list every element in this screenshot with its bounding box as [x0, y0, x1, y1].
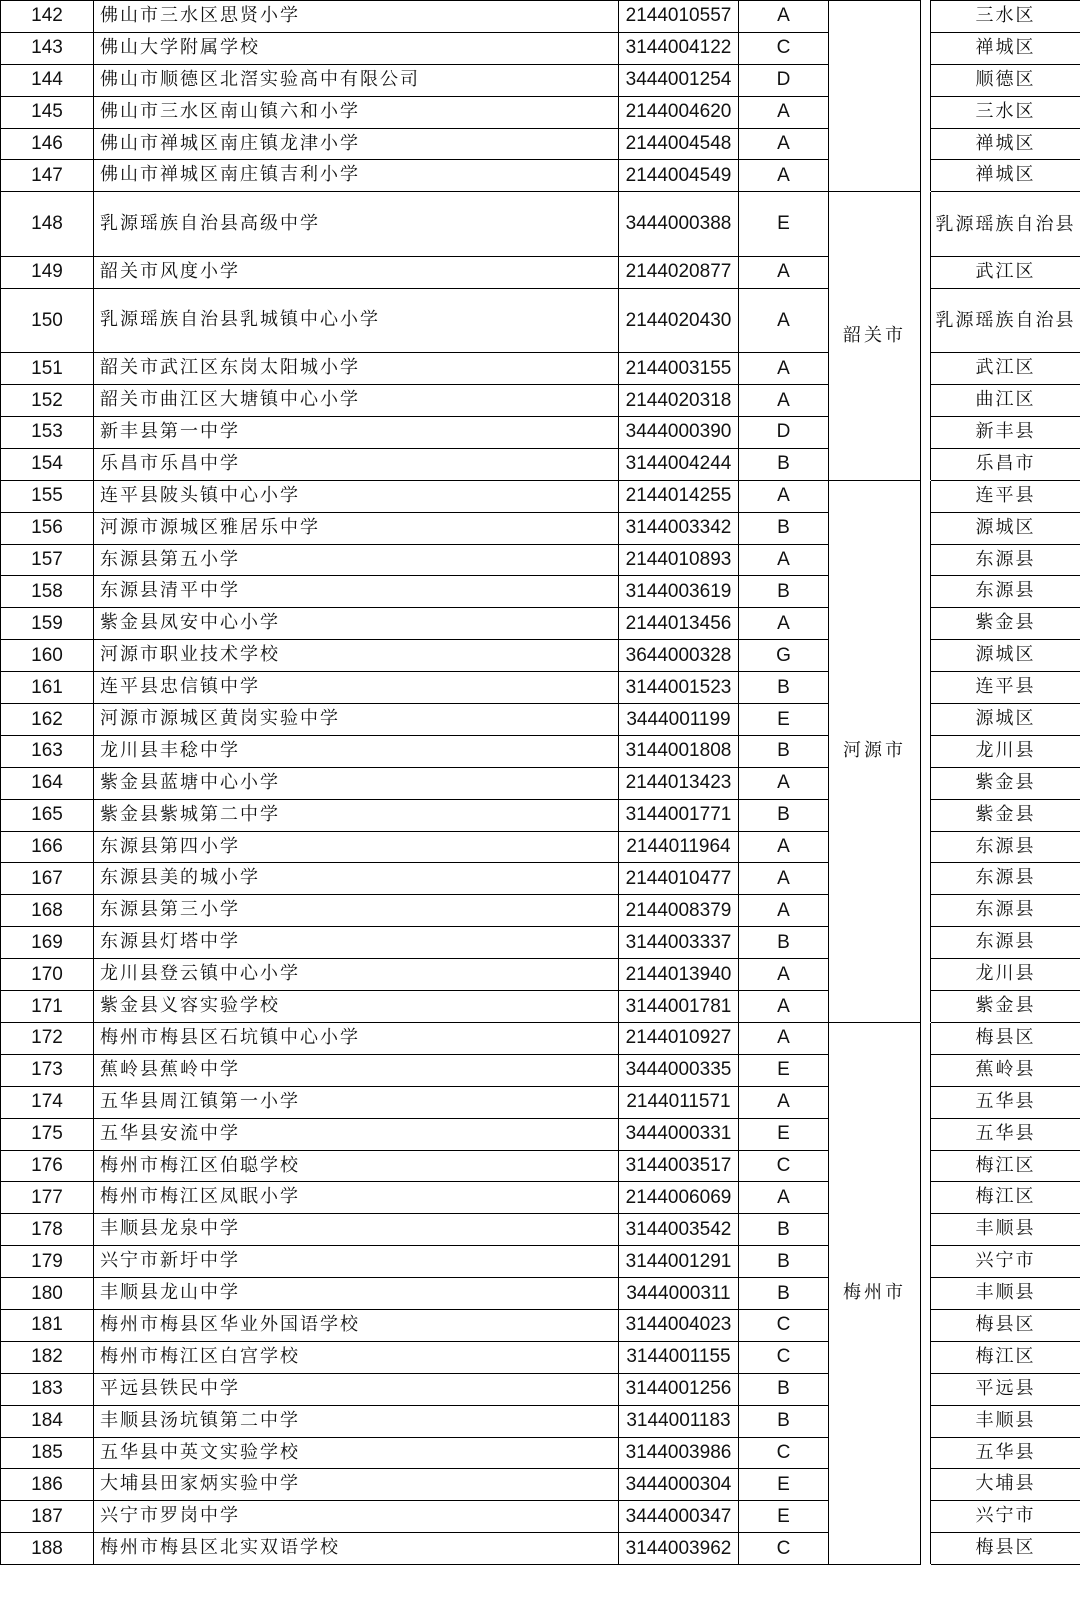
row-number-cell: 164 — [1, 767, 94, 799]
row-number-cell: 177 — [1, 1182, 94, 1214]
city-cell: 河源市 — [829, 480, 921, 1022]
row-number-cell: 154 — [1, 448, 94, 480]
category-cell: E — [739, 192, 829, 257]
category-cell: A — [739, 991, 829, 1023]
category-cell: C — [739, 1309, 829, 1341]
row-number-cell: 181 — [1, 1309, 94, 1341]
row-number-cell: 187 — [1, 1501, 94, 1533]
row-number-cell: 150 — [1, 288, 94, 353]
category-cell: A — [739, 353, 829, 385]
school-name-cell: 紫金县蓝塘中心小学 — [94, 767, 619, 799]
city-cell: 韶关市 — [829, 192, 921, 480]
district-cell: 紫金县 — [931, 799, 1080, 831]
district-cell: 东源县 — [931, 576, 1080, 608]
school-name-cell: 连平县忠信镇中学 — [94, 672, 619, 704]
row-number-cell: 185 — [1, 1437, 94, 1469]
category-cell: B — [739, 1246, 829, 1278]
row-number-cell: 165 — [1, 799, 94, 831]
category-cell: A — [739, 128, 829, 160]
school-name-cell: 东源县美的城小学 — [94, 863, 619, 895]
school-code-cell: 2144010927 — [619, 1022, 739, 1054]
row-number-cell: 175 — [1, 1118, 94, 1150]
school-name-cell: 连平县陂头镇中心小学 — [94, 480, 619, 512]
school-code-cell: 3444000388 — [619, 192, 739, 257]
district-cell: 源城区 — [931, 704, 1080, 736]
category-cell: A — [739, 895, 829, 927]
column-gap — [921, 480, 931, 1022]
category-cell: A — [739, 385, 829, 417]
district-cell: 五华县 — [931, 1118, 1080, 1150]
row-number-cell: 158 — [1, 576, 94, 608]
school-name-cell: 梅州市梅县区石坑镇中心小学 — [94, 1022, 619, 1054]
district-cell: 武江区 — [931, 256, 1080, 288]
city-cell — [829, 1, 921, 192]
district-cell: 龙川县 — [931, 735, 1080, 767]
school-name-cell: 乐昌市乐昌中学 — [94, 448, 619, 480]
row-number-cell: 152 — [1, 385, 94, 417]
school-name-cell: 蕉岭县蕉岭中学 — [94, 1054, 619, 1086]
row-number-cell: 183 — [1, 1373, 94, 1405]
row-number-cell: 184 — [1, 1405, 94, 1437]
row-number-cell: 147 — [1, 160, 94, 192]
school-code-cell: 2144020430 — [619, 288, 739, 353]
category-cell: C — [739, 1533, 829, 1565]
category-cell: A — [739, 767, 829, 799]
school-name-cell: 平远县铁民中学 — [94, 1373, 619, 1405]
school-name-cell: 五华县安流中学 — [94, 1118, 619, 1150]
school-code-cell: 2144014255 — [619, 480, 739, 512]
district-cell: 三水区 — [931, 1, 1080, 33]
district-cell: 新丰县 — [931, 417, 1080, 449]
school-code-cell: 2144004549 — [619, 160, 739, 192]
district-cell: 蕉岭县 — [931, 1054, 1080, 1086]
district-cell: 大埔县 — [931, 1469, 1080, 1501]
school-code-cell: 2144013423 — [619, 767, 739, 799]
school-code-cell: 2144006069 — [619, 1182, 739, 1214]
school-name-cell: 丰顺县汤坑镇第二中学 — [94, 1405, 619, 1437]
district-cell: 禅城区 — [931, 32, 1080, 64]
row-number-cell: 161 — [1, 672, 94, 704]
school-name-cell: 梅州市梅江区白宫学校 — [94, 1341, 619, 1373]
district-cell: 平远县 — [931, 1373, 1080, 1405]
district-cell: 顺德区 — [931, 64, 1080, 96]
row-number-cell: 155 — [1, 480, 94, 512]
category-cell: B — [739, 1214, 829, 1246]
school-name-cell: 佛山市三水区思贤小学 — [94, 1, 619, 33]
school-code-cell: 3144003962 — [619, 1533, 739, 1565]
school-code-cell: 2144004548 — [619, 128, 739, 160]
school-name-cell: 东源县第四小学 — [94, 831, 619, 863]
category-cell: C — [739, 1437, 829, 1469]
school-code-cell: 3144004244 — [619, 448, 739, 480]
row-number-cell: 149 — [1, 256, 94, 288]
school-name-cell: 佛山市禅城区南庄镇龙津小学 — [94, 128, 619, 160]
category-cell: B — [739, 735, 829, 767]
row-number-cell: 173 — [1, 1054, 94, 1086]
school-code-cell: 3144001291 — [619, 1246, 739, 1278]
district-cell: 连平县 — [931, 672, 1080, 704]
row-number-cell: 145 — [1, 96, 94, 128]
school-code-cell: 3144003517 — [619, 1150, 739, 1182]
category-cell: B — [739, 512, 829, 544]
school-code-cell: 3144004122 — [619, 32, 739, 64]
school-code-cell: 3144003342 — [619, 512, 739, 544]
district-cell: 乳源瑶族自治县 — [931, 192, 1080, 257]
district-cell: 紫金县 — [931, 608, 1080, 640]
school-code-cell: 3644000328 — [619, 640, 739, 672]
school-code-cell: 2144011964 — [619, 831, 739, 863]
school-name-cell: 韶关市风度小学 — [94, 256, 619, 288]
school-code-cell: 3144003337 — [619, 927, 739, 959]
row-number-cell: 156 — [1, 512, 94, 544]
school-code-cell: 3144001523 — [619, 672, 739, 704]
category-cell: E — [739, 1469, 829, 1501]
school-name-cell: 紫金县义容实验学校 — [94, 991, 619, 1023]
district-cell: 东源县 — [931, 927, 1080, 959]
row-number-cell: 171 — [1, 991, 94, 1023]
school-name-cell: 梅州市梅江区凤眠小学 — [94, 1182, 619, 1214]
school-code-cell: 3144003542 — [619, 1214, 739, 1246]
category-cell: A — [739, 256, 829, 288]
school-code-cell: 2144004620 — [619, 96, 739, 128]
school-code-cell: 2144003155 — [619, 353, 739, 385]
school-name-cell: 丰顺县龙山中学 — [94, 1278, 619, 1310]
category-cell: C — [739, 32, 829, 64]
category-cell: A — [739, 480, 829, 512]
district-cell: 乐昌市 — [931, 448, 1080, 480]
row-number-cell: 148 — [1, 192, 94, 257]
district-cell: 连平县 — [931, 480, 1080, 512]
district-cell: 源城区 — [931, 640, 1080, 672]
district-cell: 东源县 — [931, 831, 1080, 863]
school-name-cell: 五华县中英文实验学校 — [94, 1437, 619, 1469]
row-number-cell: 159 — [1, 608, 94, 640]
row-number-cell: 182 — [1, 1341, 94, 1373]
school-name-cell: 河源市源城区黄岗实验中学 — [94, 704, 619, 736]
row-number-cell: 146 — [1, 128, 94, 160]
category-cell: A — [739, 863, 829, 895]
column-gap — [921, 192, 931, 480]
row-number-cell: 167 — [1, 863, 94, 895]
school-code-cell: 3144001155 — [619, 1341, 739, 1373]
district-cell: 梅县区 — [931, 1309, 1080, 1341]
row-number-cell: 144 — [1, 64, 94, 96]
school-name-cell: 乳源瑶族自治县高级中学 — [94, 192, 619, 257]
school-name-cell: 兴宁市新圩中学 — [94, 1246, 619, 1278]
school-name-cell: 龙川县丰稔中学 — [94, 735, 619, 767]
category-cell: G — [739, 640, 829, 672]
category-cell: E — [739, 1501, 829, 1533]
row-number-cell: 163 — [1, 735, 94, 767]
category-cell: B — [739, 1373, 829, 1405]
category-cell: B — [739, 672, 829, 704]
row-number-cell: 176 — [1, 1150, 94, 1182]
school-code-cell: 3144001781 — [619, 991, 739, 1023]
school-code-cell: 2144010557 — [619, 1, 739, 33]
school-name-cell: 佛山大学附属学校 — [94, 32, 619, 64]
category-cell: B — [739, 1278, 829, 1310]
district-cell: 紫金县 — [931, 991, 1080, 1023]
school-code-cell: 2144013940 — [619, 959, 739, 991]
school-code-cell: 3444001254 — [619, 64, 739, 96]
table-row — [1, 1022, 1080, 1054]
school-name-cell: 紫金县凤安中心小学 — [94, 608, 619, 640]
school-name-cell: 五华县周江镇第一小学 — [94, 1086, 619, 1118]
district-cell: 梅江区 — [931, 1341, 1080, 1373]
table-row — [1, 192, 1080, 257]
row-number-cell: 143 — [1, 32, 94, 64]
school-code-cell: 3444000390 — [619, 417, 739, 449]
school-code-cell: 3144001256 — [619, 1373, 739, 1405]
category-cell: B — [739, 1405, 829, 1437]
school-name-cell: 大埔县田家炳实验中学 — [94, 1469, 619, 1501]
row-number-cell: 186 — [1, 1469, 94, 1501]
school-name-cell: 佛山市禅城区南庄镇吉利小学 — [94, 160, 619, 192]
category-cell: A — [739, 1086, 829, 1118]
school-name-cell: 韶关市曲江区大塘镇中心小学 — [94, 385, 619, 417]
school-code-cell: 3444000311 — [619, 1278, 739, 1310]
district-cell: 东源县 — [931, 863, 1080, 895]
category-cell: E — [739, 704, 829, 736]
school-list-body — [1, 1, 1080, 1565]
district-cell: 武江区 — [931, 353, 1080, 385]
school-code-cell: 2144020318 — [619, 385, 739, 417]
row-number-cell: 170 — [1, 959, 94, 991]
school-code-cell: 3144003619 — [619, 576, 739, 608]
district-cell: 源城区 — [931, 512, 1080, 544]
school-code-cell: 2144013456 — [619, 608, 739, 640]
school-name-cell: 东源县灯塔中学 — [94, 927, 619, 959]
district-cell: 龙川县 — [931, 959, 1080, 991]
school-name-cell: 乳源瑶族自治县乳城镇中心小学 — [94, 288, 619, 353]
school-name-cell: 梅州市梅县区华业外国语学校 — [94, 1309, 619, 1341]
category-cell: A — [739, 544, 829, 576]
school-name-cell: 紫金县紫城第二中学 — [94, 799, 619, 831]
school-name-cell: 兴宁市罗岗中学 — [94, 1501, 619, 1533]
district-cell: 兴宁市 — [931, 1501, 1080, 1533]
district-cell: 梅县区 — [931, 1533, 1080, 1565]
school-code-cell: 2144010893 — [619, 544, 739, 576]
row-number-cell: 174 — [1, 1086, 94, 1118]
school-name-cell: 东源县第五小学 — [94, 544, 619, 576]
table-row — [1, 480, 1080, 512]
row-number-cell: 178 — [1, 1214, 94, 1246]
school-code-cell: 3444000304 — [619, 1469, 739, 1501]
school-code-cell: 3144004023 — [619, 1309, 739, 1341]
school-name-cell: 龙川县登云镇中心小学 — [94, 959, 619, 991]
school-code-cell: 2144010477 — [619, 863, 739, 895]
row-number-cell: 151 — [1, 353, 94, 385]
category-cell: D — [739, 64, 829, 96]
row-number-cell: 162 — [1, 704, 94, 736]
category-cell: E — [739, 1118, 829, 1150]
row-number-cell: 168 — [1, 895, 94, 927]
district-cell: 丰顺县 — [931, 1214, 1080, 1246]
category-cell: A — [739, 1, 829, 33]
district-cell: 三水区 — [931, 96, 1080, 128]
district-cell: 丰顺县 — [931, 1405, 1080, 1437]
district-cell: 梅江区 — [931, 1150, 1080, 1182]
row-number-cell: 142 — [1, 1, 94, 33]
school-code-cell: 3144003986 — [619, 1437, 739, 1469]
school-name-cell: 梅州市梅县区北实双语学校 — [94, 1533, 619, 1565]
school-code-cell: 2144020877 — [619, 256, 739, 288]
district-cell: 紫金县 — [931, 767, 1080, 799]
school-name-cell: 东源县清平中学 — [94, 576, 619, 608]
district-cell: 五华县 — [931, 1437, 1080, 1469]
school-name-cell: 河源市职业技术学校 — [94, 640, 619, 672]
school-name-cell: 丰顺县龙泉中学 — [94, 1214, 619, 1246]
row-number-cell: 180 — [1, 1278, 94, 1310]
school-name-cell: 佛山市三水区南山镇六和小学 — [94, 96, 619, 128]
category-cell: A — [739, 831, 829, 863]
district-cell: 禅城区 — [931, 128, 1080, 160]
district-cell: 东源县 — [931, 544, 1080, 576]
category-cell: A — [739, 959, 829, 991]
category-cell: A — [739, 96, 829, 128]
category-cell: A — [739, 1182, 829, 1214]
school-name-cell: 河源市源城区雅居乐中学 — [94, 512, 619, 544]
school-name-cell: 韶关市武江区东岗太阳城小学 — [94, 353, 619, 385]
district-cell: 禅城区 — [931, 160, 1080, 192]
school-name-cell: 佛山市顺德区北滘实验高中有限公司 — [94, 64, 619, 96]
district-cell: 曲江区 — [931, 385, 1080, 417]
school-name-cell: 东源县第三小学 — [94, 895, 619, 927]
row-number-cell: 179 — [1, 1246, 94, 1278]
district-cell: 梅江区 — [931, 1182, 1080, 1214]
district-cell: 乳源瑶族自治县 — [931, 288, 1080, 353]
category-cell: A — [739, 160, 829, 192]
row-number-cell: 157 — [1, 544, 94, 576]
school-code-cell: 3144001183 — [619, 1405, 739, 1437]
category-cell: B — [739, 448, 829, 480]
school-code-cell: 3444001199 — [619, 704, 739, 736]
table-row — [1, 1, 1080, 33]
row-number-cell: 160 — [1, 640, 94, 672]
row-number-cell: 153 — [1, 417, 94, 449]
category-cell: B — [739, 576, 829, 608]
district-cell: 梅县区 — [931, 1022, 1080, 1054]
category-cell: D — [739, 417, 829, 449]
school-code-cell: 2144008379 — [619, 895, 739, 927]
city-cell: 梅州市 — [829, 1022, 921, 1564]
category-cell: E — [739, 1054, 829, 1086]
column-gap — [921, 1, 931, 192]
school-code-cell: 3444000335 — [619, 1054, 739, 1086]
school-code-cell: 3144001771 — [619, 799, 739, 831]
category-cell: C — [739, 1150, 829, 1182]
row-number-cell: 169 — [1, 927, 94, 959]
school-name-cell: 梅州市梅江区伯聪学校 — [94, 1150, 619, 1182]
school-code-cell: 3444000331 — [619, 1118, 739, 1150]
row-number-cell: 166 — [1, 831, 94, 863]
school-code-cell: 2144011571 — [619, 1086, 739, 1118]
row-number-cell: 172 — [1, 1022, 94, 1054]
column-gap — [921, 1022, 931, 1564]
district-cell: 五华县 — [931, 1086, 1080, 1118]
category-cell: A — [739, 1022, 829, 1054]
district-cell: 东源县 — [931, 895, 1080, 927]
category-cell: A — [739, 608, 829, 640]
district-cell: 兴宁市 — [931, 1246, 1080, 1278]
district-cell: 丰顺县 — [931, 1278, 1080, 1310]
row-number-cell: 188 — [1, 1533, 94, 1565]
category-cell: B — [739, 799, 829, 831]
school-code-cell: 3144001808 — [619, 735, 739, 767]
category-cell: A — [739, 288, 829, 353]
school-code-cell: 3444000347 — [619, 1501, 739, 1533]
school-name-cell: 新丰县第一中学 — [94, 417, 619, 449]
category-cell: B — [739, 927, 829, 959]
category-cell: C — [739, 1341, 829, 1373]
